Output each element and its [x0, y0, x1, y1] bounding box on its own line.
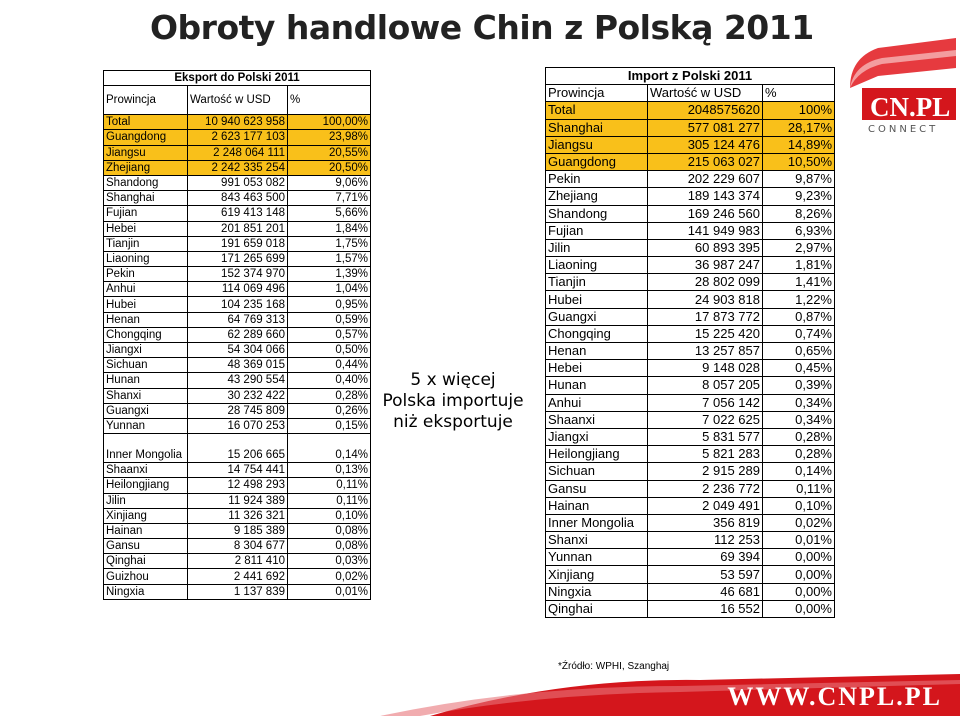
percent-cell: 0,34% — [763, 394, 835, 411]
percent-cell: 0,11% — [288, 493, 371, 508]
value-cell: 14 754 441 — [188, 463, 288, 478]
value-cell: 141 949 983 — [648, 222, 763, 239]
footer-url: WWW.CNPL.PL — [727, 682, 942, 711]
percent-cell: 0,87% — [763, 308, 835, 325]
percent-cell: 28,17% — [763, 119, 835, 136]
column-header: Wartość w USD — [188, 86, 288, 115]
value-cell: 12 498 293 — [188, 478, 288, 493]
table-title: Import z Polski 2011 — [546, 68, 835, 85]
percent-cell: 1,04% — [288, 282, 371, 297]
table-row — [104, 493, 371, 508]
value-cell: 17 873 772 — [648, 308, 763, 325]
province-cell: Shandong — [546, 205, 648, 222]
table-row — [546, 239, 835, 256]
table-row — [546, 119, 835, 136]
value-cell: 2 248 064 111 — [188, 145, 288, 160]
province-cell: Guangxi — [104, 403, 188, 418]
value-cell: 13 257 857 — [648, 343, 763, 360]
value-cell: 48 369 015 — [188, 358, 288, 373]
percent-cell: 0,00% — [763, 583, 835, 600]
table-row — [104, 343, 371, 358]
province-cell: Total — [104, 115, 188, 130]
percent-cell: 0,28% — [763, 428, 835, 445]
percent-cell: 0,08% — [288, 539, 371, 554]
percent-cell: 0,65% — [763, 343, 835, 360]
value-cell: 9 148 028 — [648, 360, 763, 377]
value-cell: 2 242 335 254 — [188, 160, 288, 175]
percent-cell: 100% — [763, 102, 835, 119]
table-title-row — [546, 68, 835, 85]
percent-cell: 0,40% — [288, 373, 371, 388]
province-cell: Hubei — [546, 291, 648, 308]
percent-cell: 1,39% — [288, 267, 371, 282]
province-cell: Jiangxi — [104, 343, 188, 358]
province-cell: Guangdong — [546, 153, 648, 170]
province-cell: Hainan — [104, 523, 188, 538]
value-cell: 2 811 410 — [188, 554, 288, 569]
table-row — [546, 222, 835, 239]
table-row — [104, 478, 371, 493]
value-cell: 305 124 476 — [648, 136, 763, 153]
table-row — [104, 463, 371, 478]
province-cell: Xinjiang — [546, 566, 648, 583]
percent-cell: 1,81% — [763, 257, 835, 274]
table-row — [546, 480, 835, 497]
province-cell: Zhejiang — [546, 188, 648, 205]
value-cell: 2 623 177 103 — [188, 130, 288, 145]
table-row — [546, 463, 835, 480]
table-row — [546, 308, 835, 325]
percent-cell: 1,22% — [763, 291, 835, 308]
column-header: Prowincja — [104, 86, 188, 115]
province-cell: Tianjin — [104, 236, 188, 251]
percent-cell: 1,84% — [288, 221, 371, 236]
table-row — [104, 145, 371, 160]
province-cell: Inner Mongolia — [546, 514, 648, 531]
note-line: niż eksportuje — [393, 412, 513, 432]
percent-cell: 0,59% — [288, 312, 371, 327]
value-cell: 53 597 — [648, 566, 763, 583]
comparison-note — [378, 370, 528, 433]
value-cell: 1 137 839 — [188, 584, 288, 599]
logo-subtext: CONNECT — [868, 124, 939, 135]
value-cell: 114 069 496 — [188, 282, 288, 297]
value-cell: 991 053 082 — [188, 175, 288, 190]
table-row — [104, 403, 371, 418]
percent-cell: 5,66% — [288, 206, 371, 221]
percent-cell: 0,01% — [288, 584, 371, 599]
province-cell: Qinghai — [104, 554, 188, 569]
province-cell: Shanghai — [104, 191, 188, 206]
table-row — [546, 394, 835, 411]
province-cell: Henan — [104, 312, 188, 327]
province-cell: Gansu — [546, 480, 648, 497]
table-row — [104, 434, 371, 463]
percent-cell: 0,11% — [763, 480, 835, 497]
table-row — [104, 206, 371, 221]
province-cell: Jiangxi — [546, 428, 648, 445]
province-cell: Fujian — [546, 222, 648, 239]
value-cell: 28 802 099 — [648, 274, 763, 291]
province-cell: Ningxia — [104, 584, 188, 599]
value-cell: 15 206 665 — [188, 434, 288, 463]
percent-cell: 2,97% — [763, 239, 835, 256]
value-cell: 28 745 809 — [188, 403, 288, 418]
value-cell: 60 893 395 — [648, 239, 763, 256]
percent-cell: 0,50% — [288, 343, 371, 358]
value-cell: 112 253 — [648, 532, 763, 549]
table-row — [546, 188, 835, 205]
value-cell: 843 463 500 — [188, 191, 288, 206]
percent-cell: 23,98% — [288, 130, 371, 145]
province-cell: Tianjin — [546, 274, 648, 291]
source-note: *Źródło: WPHI, Szanghaj — [558, 661, 670, 672]
value-cell: 30 232 422 — [188, 388, 288, 403]
value-cell: 2 236 772 — [648, 480, 763, 497]
table-title-row — [104, 71, 371, 86]
percent-cell: 10,50% — [763, 153, 835, 170]
table-row — [546, 566, 835, 583]
table-row — [546, 446, 835, 463]
province-cell: Total — [546, 102, 648, 119]
logo-text: CN.PL — [870, 92, 951, 122]
value-cell: 7 056 142 — [648, 394, 763, 411]
table-row — [104, 523, 371, 538]
province-cell: Anhui — [546, 394, 648, 411]
province-cell: Yunnan — [104, 418, 188, 433]
province-cell: Hainan — [546, 497, 648, 514]
percent-cell: 8,26% — [763, 205, 835, 222]
value-cell: 104 235 168 — [188, 297, 288, 312]
value-cell: 10 940 623 958 — [188, 115, 288, 130]
province-cell: Hebei — [104, 221, 188, 236]
province-cell: Guangxi — [546, 308, 648, 325]
percent-cell: 0,01% — [763, 532, 835, 549]
percent-cell: 0,08% — [288, 523, 371, 538]
province-cell: Liaoning — [104, 251, 188, 266]
table-row — [546, 205, 835, 222]
table-row — [104, 251, 371, 266]
province-cell: Heilongjiang — [104, 478, 188, 493]
column-header: Wartość w USD — [648, 85, 763, 102]
value-cell: 2048575620 — [648, 102, 763, 119]
value-cell: 64 769 313 — [188, 312, 288, 327]
percent-cell: 0,14% — [288, 434, 371, 463]
table-row — [546, 411, 835, 428]
table-title: Eksport do Polski 2011 — [104, 71, 371, 86]
percent-cell: 9,06% — [288, 175, 371, 190]
province-cell: Hubei — [104, 297, 188, 312]
province-cell: Chongqing — [104, 327, 188, 342]
percent-cell: 20,50% — [288, 160, 371, 175]
province-cell: Pekin — [546, 171, 648, 188]
table-row — [546, 600, 835, 617]
percent-cell: 0,02% — [288, 569, 371, 584]
table-row — [546, 514, 835, 531]
value-cell: 5 821 283 — [648, 446, 763, 463]
table-row — [104, 388, 371, 403]
province-cell: Inner Mongolia — [104, 434, 188, 463]
percent-cell: 0,74% — [763, 325, 835, 342]
province-cell: Anhui — [104, 282, 188, 297]
value-cell: 619 413 148 — [188, 206, 288, 221]
value-cell: 356 819 — [648, 514, 763, 531]
value-cell: 2 915 289 — [648, 463, 763, 480]
table-row — [104, 327, 371, 342]
province-cell: Guangdong — [104, 130, 188, 145]
province-cell: Jiangsu — [104, 145, 188, 160]
percent-cell: 0,57% — [288, 327, 371, 342]
province-cell: Qinghai — [546, 600, 648, 617]
percent-cell: 20,55% — [288, 145, 371, 160]
percent-cell: 9,23% — [763, 188, 835, 205]
province-cell: Jiangsu — [546, 136, 648, 153]
value-cell: 46 681 — [648, 583, 763, 600]
note-line: Polska importuje — [382, 391, 524, 411]
value-cell: 8 057 205 — [648, 377, 763, 394]
table-row — [546, 102, 835, 119]
percent-cell: 0,03% — [288, 554, 371, 569]
percent-cell: 0,28% — [288, 388, 371, 403]
value-cell: 2 049 491 — [648, 497, 763, 514]
table-row — [104, 267, 371, 282]
province-cell: Jilin — [104, 493, 188, 508]
table-header-row — [546, 85, 835, 102]
value-cell: 15 225 420 — [648, 325, 763, 342]
province-cell: Guizhou — [104, 569, 188, 584]
percent-cell: 7,71% — [288, 191, 371, 206]
table-row — [104, 539, 371, 554]
table-row — [104, 221, 371, 236]
table-row — [546, 532, 835, 549]
table-row — [546, 325, 835, 342]
table-row — [546, 274, 835, 291]
value-cell: 11 924 389 — [188, 493, 288, 508]
table-row — [104, 554, 371, 569]
percent-cell: 0,45% — [763, 360, 835, 377]
value-cell: 16 552 — [648, 600, 763, 617]
percent-cell: 1,57% — [288, 251, 371, 266]
table-row — [104, 418, 371, 433]
value-cell: 215 063 027 — [648, 153, 763, 170]
value-cell: 171 265 699 — [188, 251, 288, 266]
table-row — [104, 236, 371, 251]
province-cell: Hebei — [546, 360, 648, 377]
percent-cell: 0,34% — [763, 411, 835, 428]
province-cell: Xinjiang — [104, 508, 188, 523]
province-cell: Sichuan — [104, 358, 188, 373]
table-row — [104, 191, 371, 206]
value-cell: 189 143 374 — [648, 188, 763, 205]
table-row — [104, 569, 371, 584]
province-cell: Hunan — [546, 377, 648, 394]
percent-cell: 0,39% — [763, 377, 835, 394]
province-cell: Shanxi — [104, 388, 188, 403]
percent-cell: 0,14% — [763, 463, 835, 480]
table-header-row — [104, 86, 371, 115]
value-cell: 201 851 201 — [188, 221, 288, 236]
province-cell: Jilin — [546, 239, 648, 256]
value-cell: 577 081 277 — [648, 119, 763, 136]
table-row — [104, 373, 371, 388]
value-cell: 16 070 253 — [188, 418, 288, 433]
value-cell: 169 246 560 — [648, 205, 763, 222]
province-cell: Chongqing — [546, 325, 648, 342]
percent-cell: 14,89% — [763, 136, 835, 153]
value-cell: 24 903 818 — [648, 291, 763, 308]
table-row — [104, 160, 371, 175]
percent-cell: 100,00% — [288, 115, 371, 130]
percent-cell: 1,75% — [288, 236, 371, 251]
table-row — [104, 584, 371, 599]
percent-cell: 0,00% — [763, 566, 835, 583]
note-line: 5 x więcej — [410, 370, 496, 390]
percent-cell: 6,93% — [763, 222, 835, 239]
table-row — [104, 297, 371, 312]
table-row — [546, 377, 835, 394]
percent-cell: 0,15% — [288, 418, 371, 433]
province-cell: Pekin — [104, 267, 188, 282]
column-header: % — [288, 86, 371, 115]
percent-cell: 0,26% — [288, 403, 371, 418]
province-cell: Zhejiang — [104, 160, 188, 175]
percent-cell: 0,02% — [763, 514, 835, 531]
province-cell: Shanghai — [546, 119, 648, 136]
value-cell: 54 304 066 — [188, 343, 288, 358]
table-row — [104, 282, 371, 297]
percent-cell: 0,11% — [288, 478, 371, 493]
percent-cell: 0,10% — [763, 497, 835, 514]
province-cell: Sichuan — [546, 463, 648, 480]
percent-cell: 0,00% — [763, 600, 835, 617]
table-row — [104, 130, 371, 145]
value-cell: 2 441 692 — [188, 569, 288, 584]
table-row — [104, 358, 371, 373]
table-row — [546, 583, 835, 600]
table-row — [546, 497, 835, 514]
export-table — [103, 70, 371, 600]
province-cell: Shanxi — [546, 532, 648, 549]
table-row — [104, 115, 371, 130]
percent-cell: 0,00% — [763, 549, 835, 566]
table-row — [546, 360, 835, 377]
province-cell: Gansu — [104, 539, 188, 554]
table-row — [546, 291, 835, 308]
province-cell: Heilongjiang — [546, 446, 648, 463]
province-cell: Shaanxi — [104, 463, 188, 478]
value-cell: 11 326 321 — [188, 508, 288, 523]
province-cell: Shaanxi — [546, 411, 648, 428]
province-cell: Shandong — [104, 175, 188, 190]
value-cell: 202 229 607 — [648, 171, 763, 188]
province-cell: Henan — [546, 343, 648, 360]
table-row — [104, 175, 371, 190]
table-row — [546, 428, 835, 445]
value-cell: 62 289 660 — [188, 327, 288, 342]
column-header: % — [763, 85, 835, 102]
value-cell: 36 987 247 — [648, 257, 763, 274]
table-row — [546, 153, 835, 170]
column-header: Prowincja — [546, 85, 648, 102]
value-cell: 191 659 018 — [188, 236, 288, 251]
table-row — [104, 312, 371, 327]
percent-cell: 0,95% — [288, 297, 371, 312]
percent-cell: 0,13% — [288, 463, 371, 478]
table-row — [104, 508, 371, 523]
value-cell: 43 290 554 — [188, 373, 288, 388]
value-cell: 152 374 970 — [188, 267, 288, 282]
percent-cell: 9,87% — [763, 171, 835, 188]
table-row — [546, 549, 835, 566]
page-title: Obroty handlowe Chin z Polską 2011 — [150, 8, 814, 47]
value-cell: 5 831 577 — [648, 428, 763, 445]
value-cell: 7 022 625 — [648, 411, 763, 428]
import-table — [545, 67, 835, 618]
province-cell: Hunan — [104, 373, 188, 388]
percent-cell: 0,28% — [763, 446, 835, 463]
table-row — [546, 171, 835, 188]
percent-cell: 1,41% — [763, 274, 835, 291]
province-cell: Ningxia — [546, 583, 648, 600]
value-cell: 9 185 389 — [188, 523, 288, 538]
table-row — [546, 343, 835, 360]
value-cell: 8 304 677 — [188, 539, 288, 554]
table-row — [546, 257, 835, 274]
province-cell: Yunnan — [546, 549, 648, 566]
province-cell: Liaoning — [546, 257, 648, 274]
province-cell: Fujian — [104, 206, 188, 221]
percent-cell: 0,44% — [288, 358, 371, 373]
table-row — [546, 136, 835, 153]
percent-cell: 0,10% — [288, 508, 371, 523]
value-cell: 69 394 — [648, 549, 763, 566]
